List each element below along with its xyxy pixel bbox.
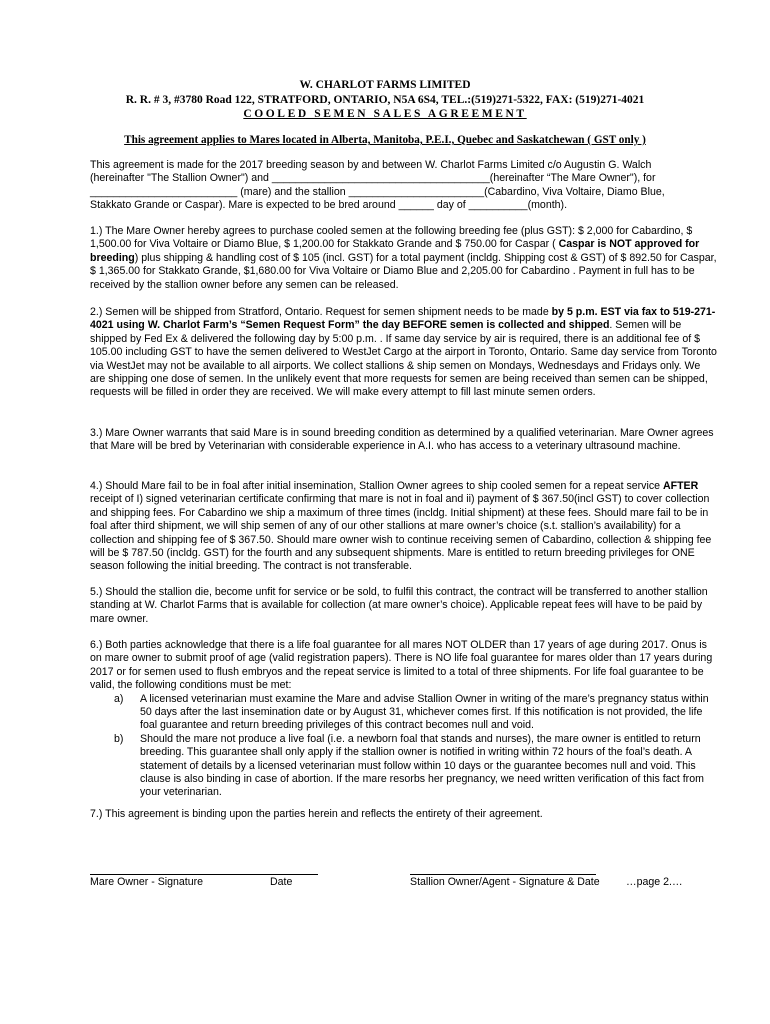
clause-2-shipping <box>90 306 718 400</box>
page-indicator: …page 2.… <box>626 876 683 888</box>
stallion-owner-signature-label: Stallion Owner/Agent - Signature & Date <box>410 876 600 888</box>
company-name: W. CHARLOT FARMS LIMITED <box>299 79 471 91</box>
clause-7-entirety: 7.) This agreement is binding upon the parties herein and reflects the entirety of their agreement. <box>90 808 543 820</box>
clause-6-conditions <box>90 693 718 800</box>
condition-label: b) <box>114 732 124 745</box>
clause-1-caspar-note: Caspar is NOT approved for breeding <box>90 238 700 264</box>
clause-1-text-c: ) plus shipping & handling cost of $ 105 (incl. GST) for a total payment (incldg. Shipping cost & GST) of $ 892.50 for Caspar, $ 1,365.00 for Stakkato Grande, $1,680.00 for Viva Voltaire or Diamo Blue and 2,205.00 for Cabardino . Payment in full has to be received by the stallion owner before any semen can be released. <box>90 251 717 291</box>
clause-1-breeding-fee <box>90 225 718 292</box>
mare-owner-signature-label: Mare Owner - Signature <box>90 876 204 888</box>
condition-text: Should the mare not produce a live foal (i.e. a newborn foal that stands and nurses), the mare owner is entitled to return breeding. This guarantee shall only apply if the stallion owner is notified in writing within 72 hours of the foal’s death. A statement of details by a licensed veterinarian must follow within 10 days or the guarantee becomes null and void. This clause is also binding in case of abortion. If the mare resorbs her pregnancy, we need written verification of this fact from your veterinarian. <box>140 732 704 799</box>
document-title: COOLED SEMEN SALES AGREEMENT <box>243 108 527 120</box>
clause-3-warranty: 3.) Mare Owner warrants that said Mare is in sound breeding condition as determined by a qualified veterinarian. Mare Owner agrees that Mare will be bred by Veterinarian with considerable experience in A.I. who has access to a veterinary ultrasound machine. <box>90 427 714 453</box>
clause-4-text-c: receipt of I) signed veterinarian certificate confirming that mare is not in foal and ii) payment of $ 367.50(incl GST) to cover collection and shipping fees. For Cabardino we ship a maximum of three times (incldg. Initial shipment) at these fees. Should mare fail to be in foal after third shipment, we will ship semen of any of our other stallions at mare owner’s choice (s.t. stallion’s availability) for a collection and shipping fee of $ 367.50. Should mare owner wish to continue receiving semen of Cabardino, collection & shipping fee will be $ 787.50 (incldg. GST) for the fourth and any subsequent shipments. Mare is entitled to return breeding privileges for ONE season following the initial breeding. The contract is not transferable. <box>90 493 712 573</box>
stallion-owner-signature-line[interactable] <box>410 874 596 875</box>
clause-4-after: AFTER <box>662 480 699 492</box>
date-label: Date <box>270 876 293 888</box>
clause-4-text-a: 4.) Should Mare fail to be in foal after initial insemination, Stallion Owner agrees to ship cooled semen for a repeat service <box>90 480 663 492</box>
intro-line-4: Stakkato Grande or Caspar). Mare is expected to be bred around ______ day of __________(month). <box>90 199 568 212</box>
intro-line-3: _________________________ (mare) and the stallion _______________________(Cabardino, Viva Voltaire, Diamo Blue, <box>90 185 665 198</box>
mare-owner-signature-line[interactable] <box>90 874 318 875</box>
clause-2-request-deadline: by 5 p.m. EST via fax to 519-271-4021 using W. Charlot Farm’s “Semen Request Form” the day BEFORE semen is collected and shipped <box>90 306 716 332</box>
applies-to-note: This agreement applies to Mares located in Alberta, Manitoba, P.E.I., Quebec and Saskatchewan ( GST only ) <box>124 134 646 146</box>
clause-4-repeat-service <box>90 480 718 574</box>
list-item <box>90 733 718 800</box>
clause-6-intro: 6.) Both parties acknowledge that there is a life foal guarantee for all mares NOT OLDER than 17 years of age during 2017. Onus is on mare owner to submit proof of age (valid registration papers). There is NO life foal guarantee for mares older than 17 years during 2017 or for semen used to flush embryos and the repeat service is limited to a total of three shipments. For life foal guarantee to be valid, the following conditions must be met: <box>90 639 713 692</box>
condition-label: a) <box>114 692 124 705</box>
company-address: R. R. # 3, #3780 Road 122, STRATFORD, ONTARIO, N5A 6S4, TEL.:(519)271-5322, FAX: (519)271-4021 <box>125 94 645 106</box>
intro-line-2: (hereinafter "The Stallion Owner") and _____________________________________(hereinafter “The Mare Owner"), for <box>90 172 656 185</box>
clause-6-foal-guarantee <box>90 639 718 800</box>
intro-paragraph <box>90 159 718 213</box>
clause-2-text-a: 2.) Semen will be shipped from Stratford, Ontario. Request for semen shipment needs to be made <box>90 306 552 318</box>
clause-2-text-c: . Semen will be shipped by Fed Ex & delivered the following day by 5:00 p.m. . If same day service by air is required, there is an additional fee of $ 105.00 including GST to have the semen delivered to WestJet Cargo at the airport in Toronto, Ontario. Same day service from Toronto via WestJet may not be available to all airports. We collect stallions & ship semen on Mondays, Wednesdays and Fridays only. We are shipping one dose of semen. In the unlikely event that more requests for semen are being received than semen can be shipped, requests will be filled in order they are received. We will make every attempt to fill last minute semen orders. <box>90 319 717 399</box>
intro-line-1: This agreement is made for the 2017 breeding season by and between W. Charlot Farms Limited c/o Augustin G. Walch <box>90 159 652 171</box>
clause-5-stallion-transfer: 5.) Should the stallion die, become unfit for service or be sold, to fulfil this contract, the contract will be transferred to another stallion standing at W. Charlot Farms that is available for collection (at mare owner’s choice). Applicable repeat fees will have to be paid by mare owner. <box>90 586 708 625</box>
clause-1-text-a: 1.) The Mare Owner hereby agrees to purchase cooled semen at the following breeding fee (plus GST): $ 2,000 for Cabardino, $ 1,500.00 for Viva Voltaire or Diamo Blue, $ 1,200.00 for Stakkato Grande and $ 750.00 for Caspar ( <box>90 225 693 251</box>
list-item <box>90 693 718 733</box>
condition-text: A licensed veterinarian must examine the Mare and advise Stallion Owner in writing of the mare’s pregnancy status within 50 days after the last insemination date or by August 31, whichever comes first. If this notification is not provided, the life foal guarantee and return breeding privileges of this contract becomes null and void. <box>140 692 709 732</box>
